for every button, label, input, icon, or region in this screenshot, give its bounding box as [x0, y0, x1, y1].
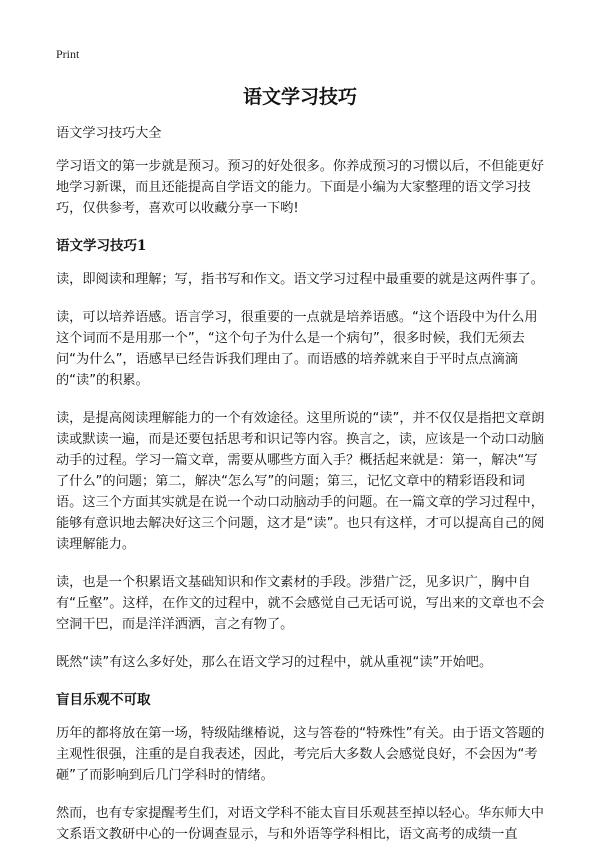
- paragraph: 历年的都将放在第一场，特级陆继椿说，这与答卷的“特殊性”有关。由于语文答题的主观性很强，注重的是自我表述，因此，考完后大多数人会感觉良好，不会因为“考砸”了而影响到后几门学科时的情绪。: [56, 726, 545, 783]
- paragraph: 既然“读”有这么多好处，那么在语文学习的过程中，就从重视“读”开始吧。: [56, 655, 493, 670]
- paragraph-intro: 学习语文的第一步就是预习。预习的好处很多。你养成预习的习惯以后，不但能更好地学习新课，而且还能提高自学语文的能力。下面是小编为大家整理的语文学习技巧，仅供参考，喜欢可以收藏分享一下哟!: [56, 159, 544, 216]
- section-heading-tips-1: 语文学习技巧1: [56, 238, 147, 254]
- paragraph: 读，也是一个积累语文基础知识和作文素材的手段。涉猎广泛，见多识广，胸中自有“丘壑”。这样，在作文的过程中，就不会感觉自己无话可说，写出来的文章也不会空洞干巴，而是洋洋洒洒，言之有物了。: [56, 575, 545, 632]
- paragraph: 然而，也有专家提醒考生们，对语文学科不能太盲目乐观甚至掉以轻心。华东师大中文系语文教研中心的一份调查显示，与和外语等学科相比，语文高考的成绩一直: [56, 806, 544, 842]
- print-link[interactable]: Print: [56, 47, 80, 61]
- article-body: [56, 123, 546, 862]
- paragraph: 读，可以培养语感。语言学习，很重要的一点就是培养语感。“这个语段中为什么用这个词而不是用那一个”，“这个句子为什么是一个病句”，很多时候，我们无须去问“为什么”，语感早已经告诉我们理由了。而语感的培养就来自于平时点点滴滴的“读”的积累。: [56, 310, 538, 388]
- article-subtitle: 语文学习技巧大全: [56, 126, 162, 141]
- page-title: 语文学习技巧: [242, 86, 357, 108]
- section-heading-optimism: 盲目乐观不可取: [56, 692, 151, 708]
- paragraph: 读，是提高阅读理解能力的一个有效途径。这里所说的“读”，并不仅仅是指把文章朗读或默读一遍，而是还要包括思考和识记等内容。换言之，读，应该是一个动口动脑动手的过程。学习一篇文章，需要从哪些方面入手？概括起来就是：第一，解决“写了什么”的问题；第二，解决“怎么写”的问题；第三，记忆文章中的精彩语段和词语。这三个方面其实就是在说一个动口动脑动手的问题。在一篇文章的学习过程中，能够有意识地去解决好这三个问题，这才是“读”。也只有这样，才可以提高自己的阅读理解能力。: [56, 411, 545, 552]
- paragraph: 读，即阅读和理解；写，指书写和作文。语文学习过程中最重要的就是这两件事了。: [56, 272, 544, 287]
